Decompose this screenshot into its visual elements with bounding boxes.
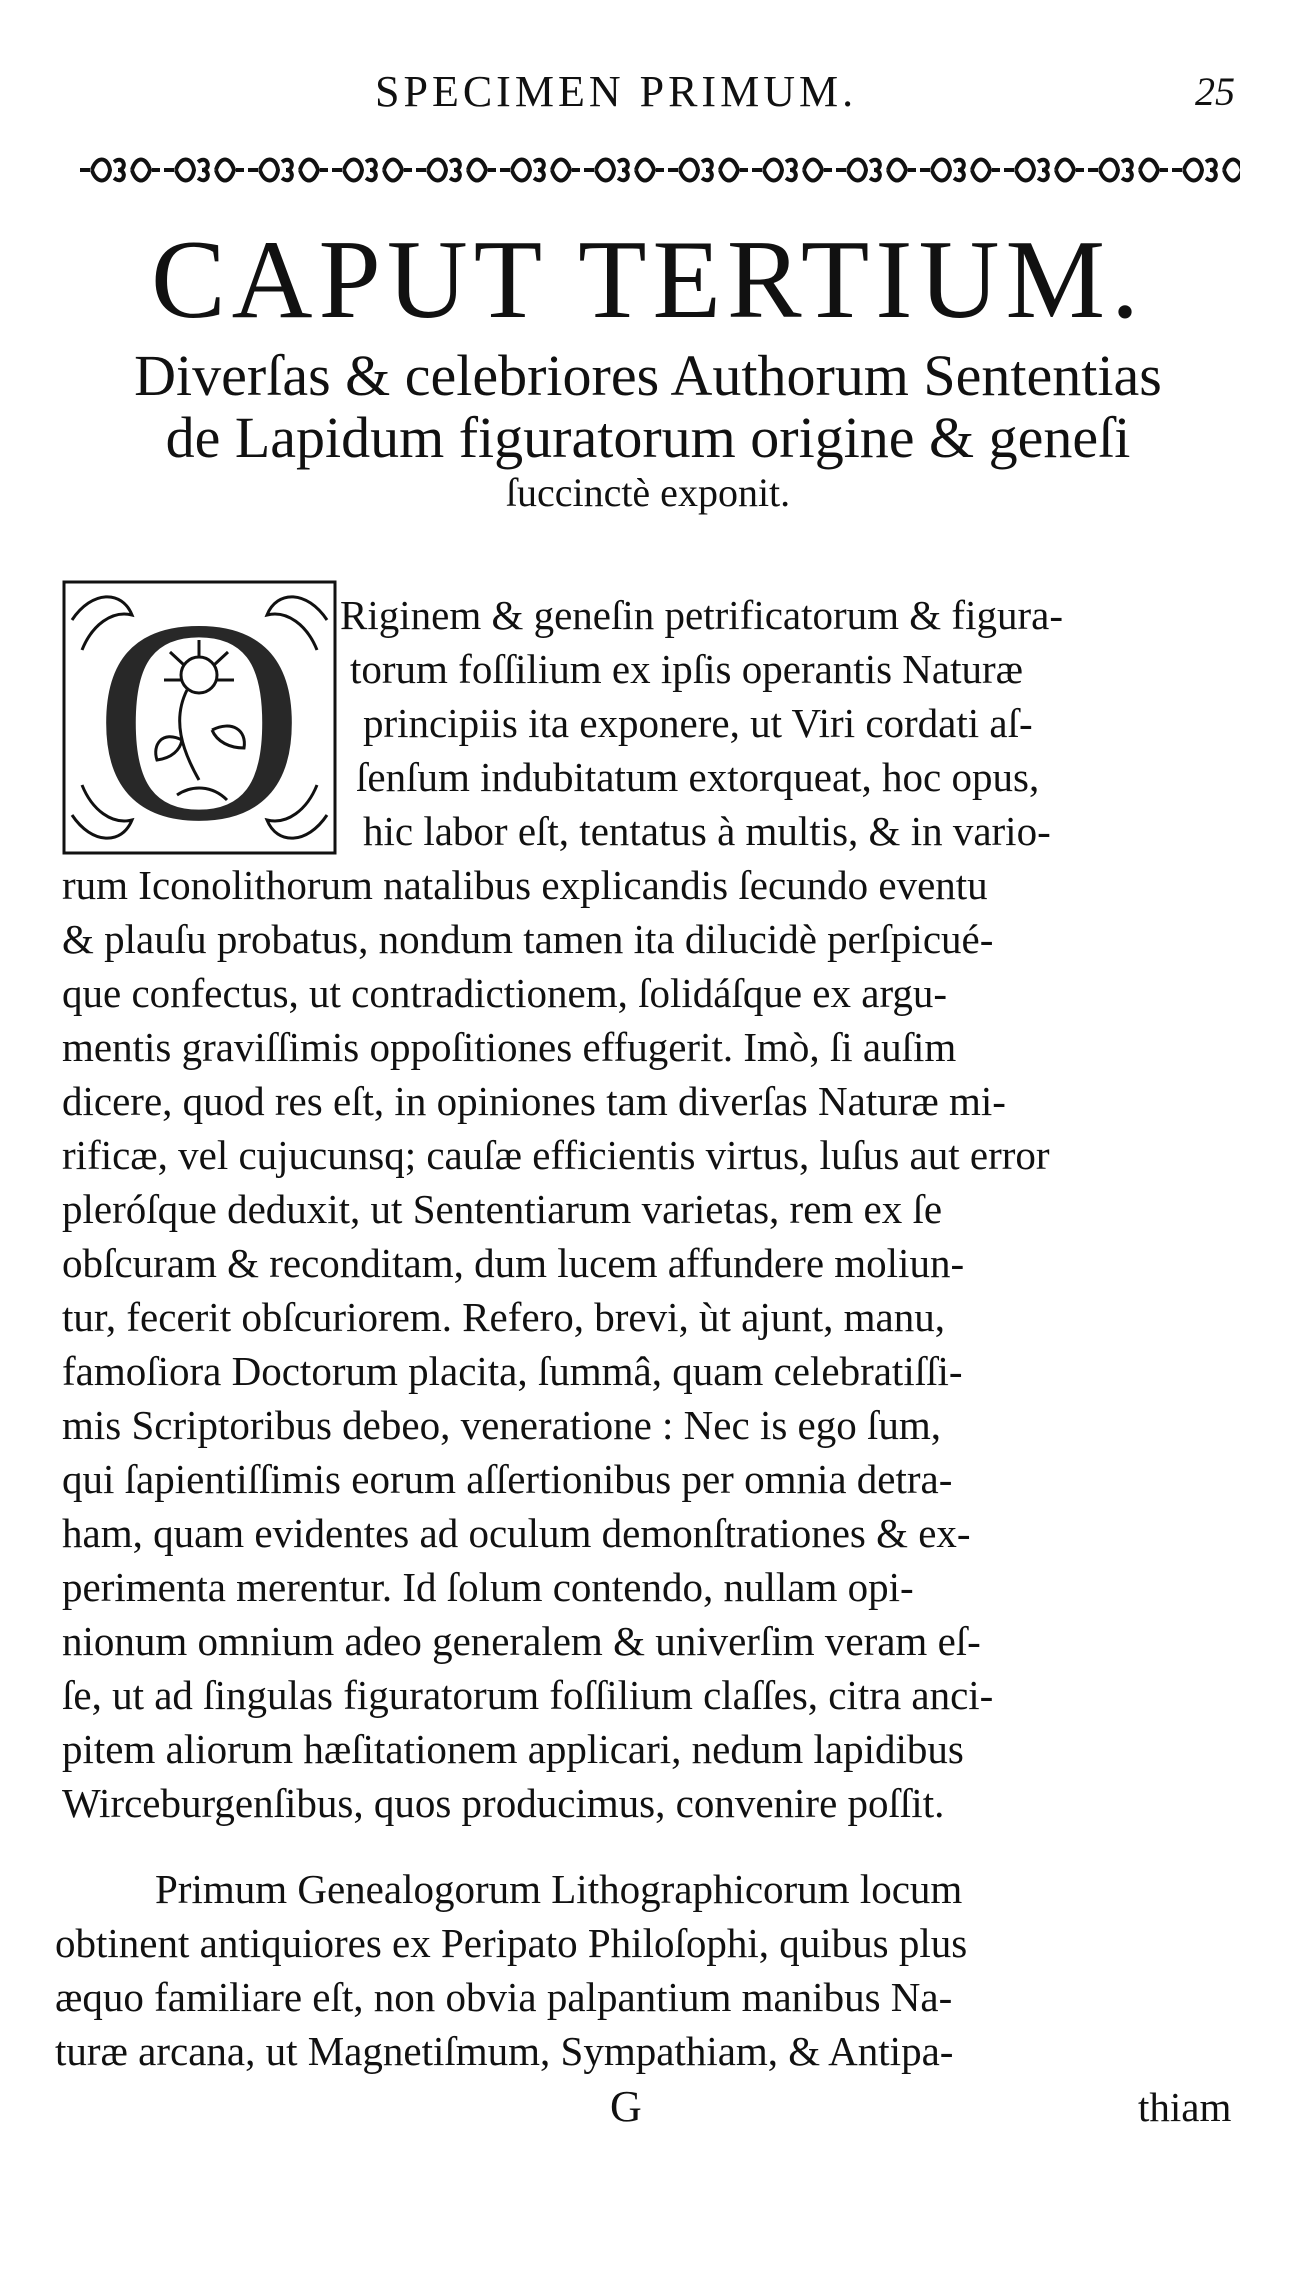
ornament-mark xyxy=(680,160,698,181)
subtitle-line-1: Diverſas & celebriores Authorum Sententias xyxy=(134,343,1162,408)
text-line: famoſiora Doctorum placita, ſummâ, quam celebratiſſi- xyxy=(62,1348,963,1394)
chapter-heading: CAPUT TERTIUM. xyxy=(150,218,1146,342)
ornament-mark xyxy=(932,160,950,181)
ornament-mark xyxy=(450,160,460,180)
page-number: 25 xyxy=(1195,69,1235,114)
ornament-mark xyxy=(534,160,544,180)
ornament-mark xyxy=(1140,160,1158,181)
text-line: ham, quam evidentes ad oculum demonſtrationes & ex- xyxy=(62,1510,971,1556)
text-line: rum Iconolithorum natalibus explicandis ſecundo eventu xyxy=(62,862,988,908)
ornament-mark xyxy=(636,160,654,181)
text-line: & plauſu probatus, nondum tamen ita dilucidè perſpicué- xyxy=(62,916,994,962)
ornament-mark xyxy=(176,160,194,181)
ornament-mark xyxy=(198,160,208,180)
ornament-mark xyxy=(260,160,278,181)
ornament-mark xyxy=(300,160,318,181)
text-line: æquo familiare eſt, non obvia palpantium manibus Na- xyxy=(55,1974,953,2020)
ornament-mark xyxy=(428,160,446,181)
ornament-mark xyxy=(1184,160,1202,181)
ornament-mark xyxy=(804,160,822,181)
ornament-mark xyxy=(720,160,738,181)
text-line: rificæ, vel cujucunsq; cauſæ efficientis virtus, luſus aut error xyxy=(62,1132,1050,1178)
ornament-mark xyxy=(1122,160,1132,180)
ornament-mark xyxy=(216,160,234,181)
text-line: hic labor eſt, tentatus à multis, & in vario- xyxy=(363,808,1051,854)
ornament-mark xyxy=(870,160,880,180)
ornament-mark xyxy=(344,160,362,181)
ornament-mark xyxy=(114,160,124,180)
text-line: Primum Genealogorum Lithographicorum locum xyxy=(155,1866,963,1912)
text-line: Wirceburgenſibus, quos producimus, convenire poſſit. xyxy=(62,1780,945,1826)
text-line: obſcuram & reconditam, dum lucem affundere moliun- xyxy=(62,1240,965,1286)
drop-cap-initial xyxy=(62,580,337,855)
text-line: pleróſque deduxit, ut Sententiarum varietas, rem ex ſe xyxy=(62,1186,943,1232)
text-line: Riginem & geneſin petrificatorum & figura- xyxy=(340,592,1063,638)
ornament-mark xyxy=(512,160,530,181)
ornament-mark xyxy=(282,160,292,180)
ornament-mark xyxy=(618,160,628,180)
text-line: turæ arcana, ut Magnetiſmum, Sympathiam, & Antipa- xyxy=(55,2028,954,2074)
ornament-mark xyxy=(92,160,110,181)
ornament-mark xyxy=(764,160,782,181)
ornament-mark xyxy=(384,160,402,181)
text-line: qui ſapientiſſimis eorum aſſertionibus per omnia detra- xyxy=(62,1456,953,1502)
text-line: principiis ita exponere, ut Viri cordati aſ- xyxy=(363,700,1033,746)
text-line: dicere, quod res eſt, in opiniones tam diverſas Naturæ mi- xyxy=(62,1078,1006,1124)
drop-cap-letter: O xyxy=(94,580,304,855)
ornament-mark xyxy=(596,160,614,181)
text-line: obtinent antiquiores ex Peripato Philoſophi, quibus plus xyxy=(55,1920,968,1966)
ornament-mark xyxy=(954,160,964,180)
ornament-mark xyxy=(552,160,570,181)
ornament-mark xyxy=(132,160,150,181)
ornament-mark xyxy=(848,160,866,181)
ornament-mark xyxy=(1056,160,1074,181)
ornament-mark xyxy=(888,160,906,181)
ornament-mark xyxy=(1206,160,1216,180)
text-line: torum foſſilium ex ipſis operantis Naturæ xyxy=(350,646,1023,692)
text-line: tur, fecerit obſcuriorem. Refero, brevi, ùt ajunt, manu, xyxy=(62,1294,945,1340)
ornament-mark xyxy=(1016,160,1034,181)
subtitle-line-3: ſuccinctè exponit. xyxy=(505,470,791,515)
running-title: SPECIMEN PRIMUM. xyxy=(375,67,858,116)
ornament-mark xyxy=(972,160,990,181)
ornament-mark xyxy=(786,160,796,180)
running-head xyxy=(0,62,1296,122)
text-line: ſe, ut ad ſingulas figuratorum foſſilium claſſes, citra anci- xyxy=(62,1672,994,1718)
ornament-mark xyxy=(1224,160,1240,181)
text-line: mis Scriptoribus debeo, veneratione : Nec is ego ſum, xyxy=(62,1402,942,1448)
text-line: ſenſum indubitatum extorqueat, hoc opus, xyxy=(356,754,1040,800)
ornament-mark xyxy=(1038,160,1048,180)
catchword: thiam xyxy=(1138,2084,1232,2130)
ornament-mark xyxy=(702,160,712,180)
text-line: nionum omnium adeo generalem & univerſim veram eſ- xyxy=(62,1618,981,1664)
chapter-subtitle xyxy=(50,345,1246,517)
ornament-mark xyxy=(366,160,376,180)
text-line: pitem aliorum hæſitationem applicari, nedum lapidibus xyxy=(62,1726,964,1772)
ornament-band xyxy=(60,150,1240,190)
subtitle-line-2: de Lapidum figuratorum origine & geneſi xyxy=(165,405,1131,470)
text-line: mentis graviſſimis oppoſitiones effugerit. Imò, ſi auſim xyxy=(62,1024,957,1070)
text-line: que confectus, ut contradictionem, ſolidáſque ex argu- xyxy=(62,970,948,1016)
signature-mark: G xyxy=(610,2082,642,2131)
text-line: perimenta merentur. Id ſolum contendo, nullam opi- xyxy=(62,1564,914,1610)
ornament-mark xyxy=(468,160,486,181)
ornament-mark xyxy=(1100,160,1118,181)
